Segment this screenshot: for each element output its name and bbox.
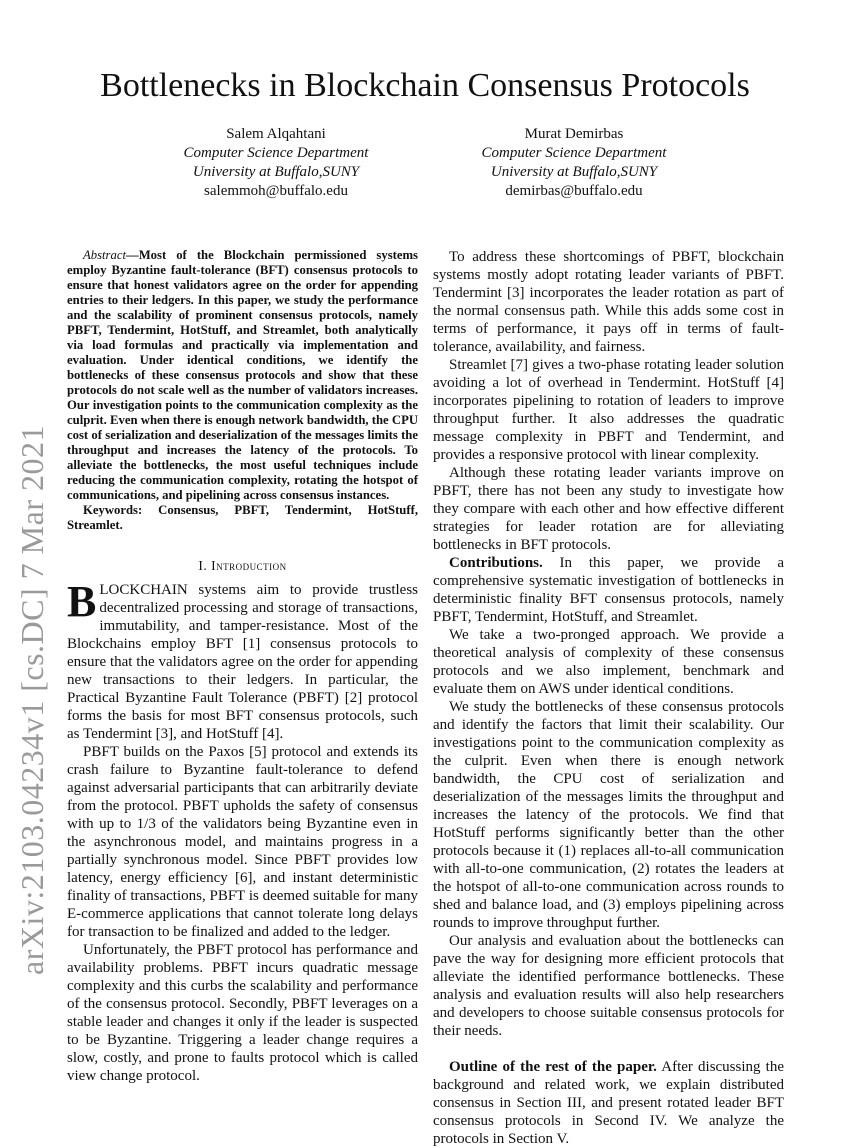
arxiv-stamp: arXiv:2103.04234v1 [cs.DC] 7 Mar 2021 xyxy=(14,425,50,975)
section-number: I. xyxy=(198,558,208,573)
author-department: Computer Science Department xyxy=(183,145,369,161)
paragraph: Streamlet [7] gives a two-phase rotating leader solution avoiding a lot of overhead in Tendermint. HotStuff [4] incorporates pipelining to rotation of leaders to improve throughput further. It also addresses the quadratic message complexity in PBFT and Tendermint, and provides a responsive protocol with linear complexity. xyxy=(433,357,784,463)
left-column xyxy=(67,248,418,1085)
author-university: University at Buffalo,SUNY xyxy=(192,164,360,180)
section-title: Introduction xyxy=(211,558,287,573)
paragraph-text: LOCKCHAIN systems aim to provide trustless decentralized processing and storage of transactions, immutability, and tamper-resistance. Most of the Blockchains employ BFT [1] consensus protocols to ensure that the validators agree on the order for appending new transactions to their ledgers. In particular, the Practical Byzantine Fault Tolerance (PBFT) [2] protocol forms the basis for most BFT consensus protocols, such as Tendermint [3], and HotStuff [4]. xyxy=(67,582,418,742)
section-heading xyxy=(67,557,418,575)
abstract xyxy=(67,248,418,503)
paragraph: We study the bottlenecks of these consensus protocols and identify the factors that limit their scalability. Our investigations point to the communication complexity as the culprit. Even when there is enough network bandwidth, the CPU cost of serialization and deserialization of the messages limits the throughput and increases the latency of the protocols. We find that HotStuff performs significantly better than the other protocols because it (1) replaces all-to-all communication with all-to-one communication, (2) rotates the leaders at the hotspot of all-to-one communication across rounds to shed and balance load, and (3) employs pipelining across rounds to improve throughput further. xyxy=(433,699,784,931)
paragraph: Although these rotating leader variants improve on PBFT, there has not been any study to investigate how they compare with each other and how effective different strategies for leader rotation are for alleviating bottlenecks in BFT protocols. xyxy=(433,465,784,553)
author-block xyxy=(424,125,724,201)
paragraph-text: After discussing the background and related work, we explain distributed consensus in Section III, and present rotated leader BFT consensus protocols in Second IV. We analyze the protocols in Section V. xyxy=(433,1059,784,1147)
abstract-label: Abstract xyxy=(83,248,126,262)
paragraph xyxy=(433,554,784,626)
paragraph: Our analysis and evaluation about the bottlenecks can pave the way for designing more efficient protocols that alleviate the identified performance bottlenecks. These analysis and evaluation results will also help researchers and developers to choose suitable consensus protocols for their needs. xyxy=(433,933,784,1039)
paragraph xyxy=(67,577,418,743)
author-block xyxy=(126,125,426,201)
paragraph: PBFT builds on the Paxos [5] protocol and extends its crash failure to Byzantine fault-tolerance to defend against adversarial participants that can arbitrarily deviate from the protocol. PBFT upholds the safety of consensus with up to 1/3 of the validators being Byzantine even in the asynchronous model, and maintains progress in a partially synchronous model. Since PBFT provides low latency, energy efficiency [6], and instant deterministic finality of transactions, PBFT is deemed suitable for many E-commerce applications that cannot tolerate long delays for transaction to be finalized and added to the ledger. xyxy=(67,744,418,940)
abstract-text: —Most of the Blockchain permissioned systems employ Byzantine fault-tolerance (BFT) consensus protocols to ensure that honest validators agree on the order for appending entries to their ledgers. In this paper, we study the performance and the scalability of prominent consensus protocols, namely PBFT, Tendermint, HotStuff, and Streamlet, both analytically via load formulas and practically via implementation and evaluation. Under identical conditions, we identify the bottlenecks of these consensus protocols and show that these protocols do not scale well as the number of validators increases. Our investigation points to the communication complexity as the culprit. Even when there is enough network bandwidth, the CPU cost of serialization and deserialization of the messages limits the throughput and increases the latency of the protocols. To alleviate the bottlenecks, the most useful techniques include reducing the communication complexity, rotating the hotspot of communications, and pipelining across consensus instances. xyxy=(67,248,418,502)
paragraph-text: In this paper, we provide a comprehensive systematic investigation of bottlenecks in deterministic finality BFT consensus protocols, namely PBFT, Tendermint, HotStuff, and Streamlet. xyxy=(433,555,784,625)
paragraph: We take a two-pronged approach. We provide a theoretical analysis of complexity of these consensus protocols and we also implement, benchmark and evaluate them on AWS under identical conditions. xyxy=(433,627,784,697)
author-email: salemmoh@buffalo.edu xyxy=(204,183,348,199)
author-name: Salem Alqahtani xyxy=(226,126,326,142)
paragraph: Unfortunately, the PBFT protocol has performance and availability problems. PBFT incurs quadratic message complexity and this curbs the scalability and performance of the consensus protocol. Secondly, PBFT leverages on a stable leader and changes it only if the leader is suspected to be Byzantine. Triggering a leader change requires a slow, costly, and prone to faults protocol which is called view change protocol. xyxy=(67,942,418,1084)
paragraph: To address these shortcomings of PBFT, blockchain systems mostly adopt rotating leader variants of PBFT. Tendermint [3] incorporates the leader rotation as part of the normal consensus path. While this adds some cost in terms of performance, it pays off in terms of fault-tolerance, availability, and fairness. xyxy=(433,249,784,355)
paper-title: Bottlenecks in Blockchain Consensus Protocols xyxy=(100,67,750,104)
author-department: Computer Science Department xyxy=(481,145,667,161)
right-column xyxy=(433,248,784,1148)
paragraph-label: Contributions. xyxy=(449,555,543,571)
author-university: University at Buffalo,SUNY xyxy=(490,164,658,180)
paragraph xyxy=(433,1058,784,1148)
keywords: Keywords: Consensus, PBFT, Tendermint, HotStuff, Streamlet. xyxy=(67,503,418,532)
author-email: demirbas@buffalo.edu xyxy=(505,183,643,199)
paragraph-label: Outline of the rest of the paper. xyxy=(449,1059,657,1075)
author-name: Murat Demirbas xyxy=(524,126,624,142)
dropcap: B xyxy=(67,577,97,626)
